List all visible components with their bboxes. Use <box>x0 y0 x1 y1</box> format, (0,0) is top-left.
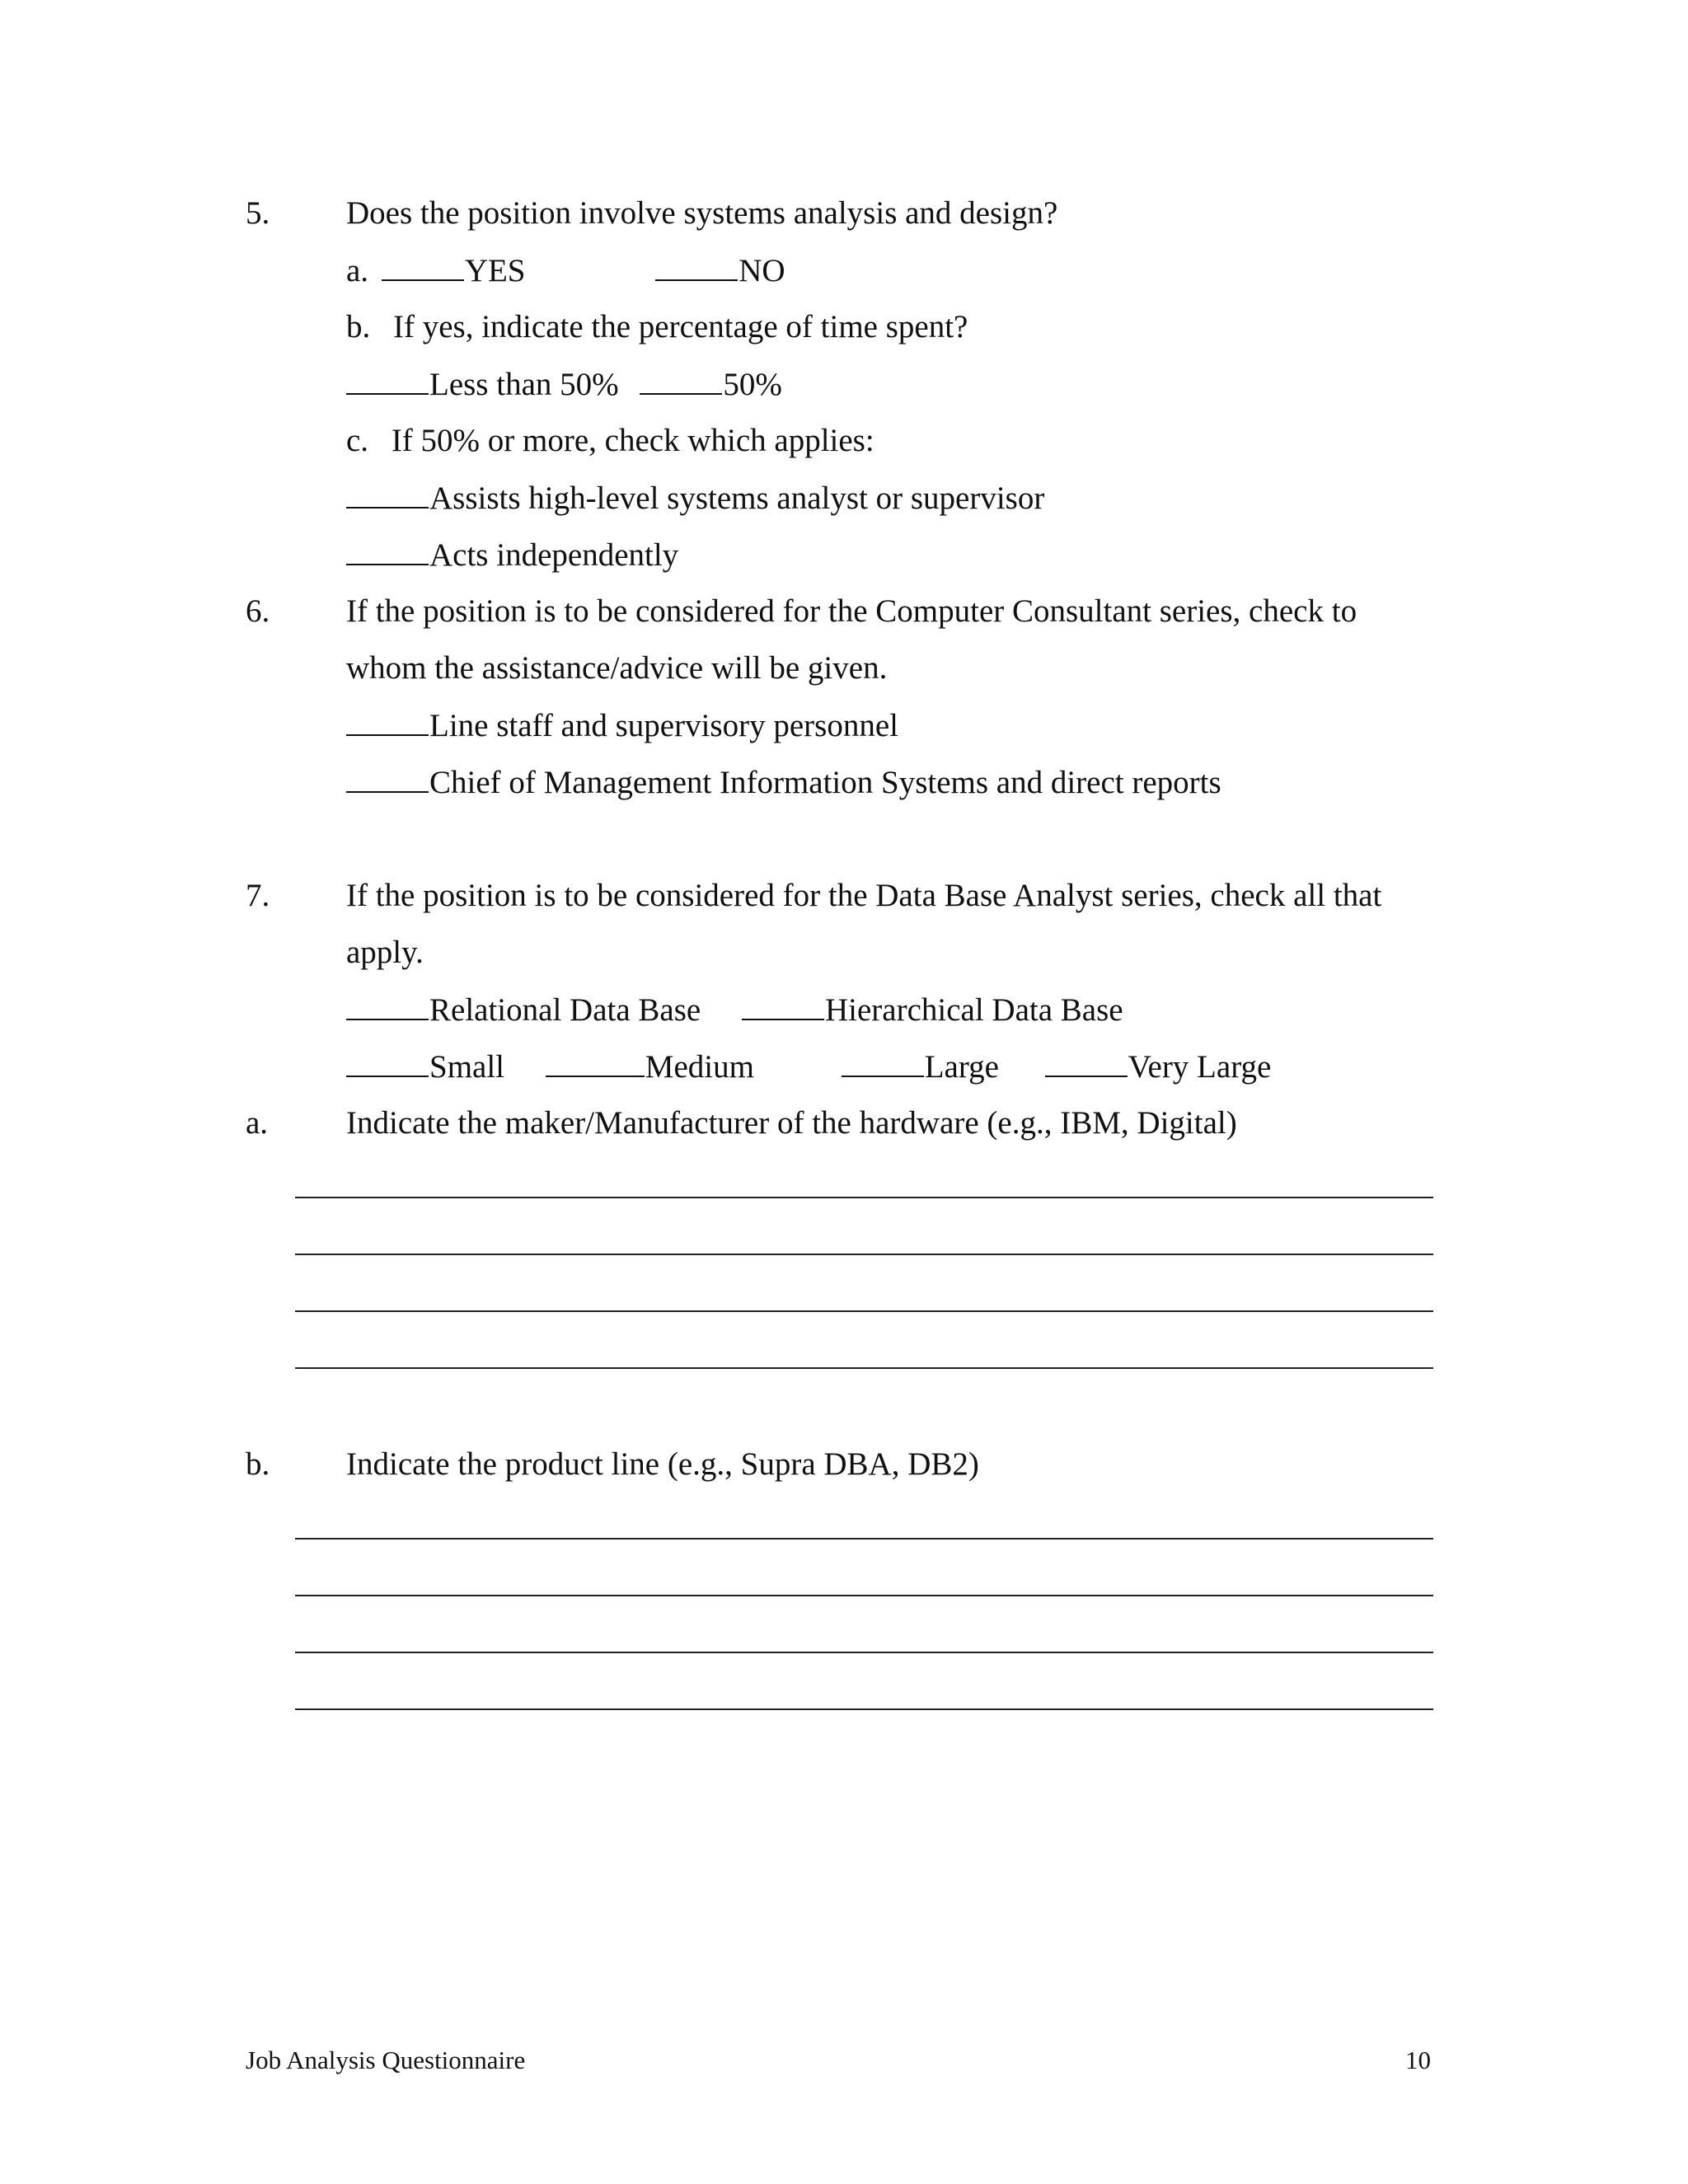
q7-small-label: Small <box>429 1049 505 1085</box>
q7-b-answer-line[interactable] <box>295 1708 1433 1710</box>
q6-chief-label: Chief of Management Information Systems and direct reports <box>429 765 1221 800</box>
q6-number: 6. <box>246 593 270 629</box>
q5-question: Does the position involve systems analysis and design? <box>346 195 1058 231</box>
q5-no-blank[interactable] <box>655 251 738 281</box>
q5-b-label: b. <box>346 309 371 344</box>
q5-assists-blank[interactable] <box>346 479 429 509</box>
q5-less-50-blank[interactable] <box>346 365 429 395</box>
q7-a-text: Indicate the maker/Manufacturer of the hardware (e.g., IBM, Digital) <box>346 1105 1237 1141</box>
q7-a-label: a. <box>246 1105 269 1141</box>
q7-very-large-blank[interactable] <box>1045 1047 1128 1077</box>
q6-line-staff-label: Line staff and supervisory personnel <box>429 708 898 743</box>
q7-database-type-row <box>346 991 1123 1029</box>
q6-line-staff-row <box>346 706 898 745</box>
q7-question-line1: If the position is to be considered for the Data Base Analyst series, check all that <box>346 878 1382 913</box>
q5-yes-blank[interactable] <box>382 251 464 281</box>
q5-assists-row <box>346 479 1044 518</box>
q5-50-label: 50% <box>723 367 782 402</box>
q5-c-label: c. <box>346 423 369 458</box>
q6-line-staff-blank[interactable] <box>346 706 429 736</box>
q7-question-line2: apply. <box>346 935 424 970</box>
q5-independent-row <box>346 536 678 574</box>
q5-b-text: If yes, indicate the percentage of time spent? <box>393 309 968 344</box>
q7-very-large-label: Very Large <box>1128 1049 1272 1085</box>
q7-medium-blank[interactable] <box>546 1047 645 1077</box>
q5-yes-label: YES <box>464 253 526 288</box>
q5-independent-label: Acts independently <box>429 537 679 573</box>
q7-number: 7. <box>246 878 270 913</box>
q7-large-label: Large <box>924 1049 999 1085</box>
q7-b-text: Indicate the product line (e.g., Supra DBA, DB2) <box>346 1446 979 1482</box>
q6-question-line1: If the position is to be considered for the Computer Consultant series, check to <box>346 593 1357 629</box>
q7-b-answer-line[interactable] <box>295 1595 1433 1596</box>
q5-a-label: a. <box>346 253 369 288</box>
q5-number: 5. <box>246 195 270 231</box>
q7-small-blank[interactable] <box>346 1047 429 1077</box>
q7-b-label: b. <box>246 1446 270 1482</box>
q5-b-row <box>346 308 968 346</box>
q6-question-line2: whom the assistance/advice will be given. <box>346 650 888 686</box>
q7-relational-blank[interactable] <box>346 991 429 1020</box>
q7-hierarchical-label: Hierarchical Data Base <box>824 992 1123 1028</box>
q7-hierarchical-blank[interactable] <box>742 991 824 1020</box>
q7-medium-label: Medium <box>645 1049 754 1085</box>
q7-b-answer-line[interactable] <box>295 1652 1433 1653</box>
q7-large-blank[interactable] <box>842 1047 924 1077</box>
q5-assists-label: Assists high-level systems analyst or supervisor <box>429 480 1045 516</box>
q7-b-answer-line[interactable] <box>295 1538 1433 1540</box>
q6-chief-row <box>346 763 1221 802</box>
q5-percent-row <box>346 365 782 404</box>
q5-no-label: NO <box>738 253 785 288</box>
q7-a-answer-line[interactable] <box>295 1197 1433 1198</box>
q7-a-answer-line[interactable] <box>295 1254 1433 1255</box>
q7-a-answer-line[interactable] <box>295 1310 1433 1312</box>
q5-independent-blank[interactable] <box>346 536 429 565</box>
q5-a-row <box>346 251 785 290</box>
q6-chief-blank[interactable] <box>346 763 429 793</box>
q7-relational-label: Relational Data Base <box>429 992 701 1028</box>
q5-c-text: If 50% or more, check which applies: <box>391 423 874 458</box>
page-number: 10 <box>1405 2046 1431 2074</box>
q7-a-answer-line[interactable] <box>295 1367 1433 1369</box>
q5-c-row <box>346 422 874 460</box>
q5-50-blank[interactable] <box>640 365 722 395</box>
q5-less-50-label: Less than 50% <box>429 367 619 402</box>
q7-size-row <box>346 1047 1271 1086</box>
footer-title: Job Analysis Questionnaire <box>246 2046 526 2074</box>
